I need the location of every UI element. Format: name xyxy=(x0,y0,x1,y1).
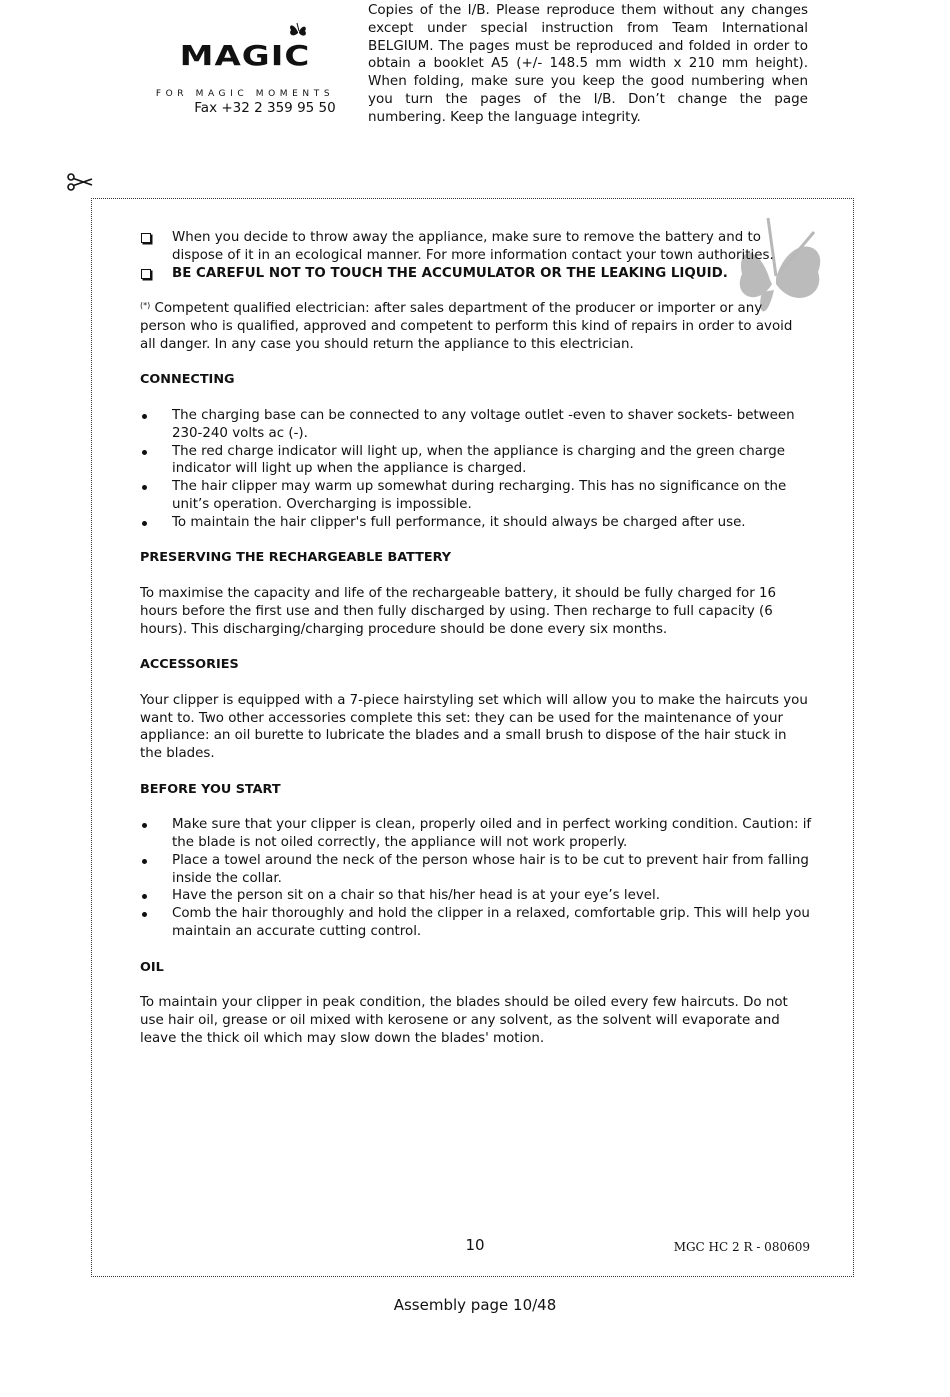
battery-paragraph: To maximise the capacity and life of the rechargeable battery, it should be fully charged for 16 hours before the first use and then fully discharged by using. Then recharge to full capacity (6 hours). This discharging/charging procedure should be done every six months. xyxy=(140,585,777,637)
list-item: Have the person sit on a chair so that his/her head is at your eye’s level. xyxy=(140,887,812,905)
warning-item xyxy=(140,265,812,283)
section-heading-accessories: ACCESSORIES xyxy=(140,657,239,673)
list-item: The red charge indicator will light up, when the appliance is charging and the green charge indicator will light up when the appliance is charged. xyxy=(140,443,812,479)
magic-logo xyxy=(140,18,350,99)
checkbox-bullet-icon xyxy=(141,269,151,279)
disposal-text: When you decide to throw away the appliance, make sure to remove the battery and to dispose of it in an ecological manner. For more information contact your town authorities. xyxy=(172,230,774,263)
page-number: 10 xyxy=(465,1236,485,1254)
fax-number: Fax +32 2 359 95 50 xyxy=(194,100,336,116)
list-item: Comb the hair thoroughly and hold the clipper in a relaxed, comfortable grip. This will help you maintain an accurate cutting control. xyxy=(140,905,812,941)
before-start-list xyxy=(140,816,812,941)
scissors-icon xyxy=(66,172,94,192)
list-item: To maintain the hair clipper's full performance, it should always be charged after use. xyxy=(140,514,812,532)
list-item: The hair clipper may warm up somewhat during recharging. This has no significance on the unit’s operation. Overcharging is impossible. xyxy=(140,478,812,514)
list-item: The charging base can be connected to any voltage outlet -even to shaver sockets- between 230-240 volts ac (-). xyxy=(140,407,812,443)
footnote-text: Competent qualified electrician: after sales department of the producer or importer or any person who is qualified, approved and competent to perform this kind of repairs in order to avoid all danger. In any case you should return the appliance to this electrician. xyxy=(140,301,793,352)
accessories-paragraph: Your clipper is equipped with a 7-piece hairstyling set which will allow you to make the haircuts you want to. Two other accessories complete this set: they can be used for the maintenance of your appliance: an oil burette to lubricate the blades and a small brush to dispose of the hair stuck in the blades. xyxy=(140,692,808,762)
manual-content xyxy=(140,229,812,1065)
section-heading-battery: PRESERVING THE RECHARGEABLE BATTERY xyxy=(140,550,452,566)
section-heading-oil: OIL xyxy=(140,959,164,975)
disposal-item xyxy=(140,229,812,265)
assembly-page-label: Assembly page 10/48 xyxy=(393,1296,557,1314)
list-item: Place a towel around the neck of the person whose hair is to be cut to prevent hair from falling inside the collar. xyxy=(140,852,812,888)
list-item: Make sure that your clipper is clean, properly oiled and in perfect working condition. Caution: if the blade is not oiled correctly, the appliance will not work properly. xyxy=(140,816,812,852)
section-heading-connecting: CONNECTING xyxy=(140,372,235,388)
connecting-list xyxy=(140,407,812,532)
warning-text: BE CAREFUL NOT TO TOUCH THE ACCUMULATOR OR THE LEAKING LIQUID. xyxy=(172,265,728,281)
oil-paragraph: To maintain your clipper in peak condition, the blades should be oiled every few haircuts. Do not use hair oil, grease or oil mixed with kerosene or any solvent, as the solvent will evaporate and leave the thick oil which may slow down the blades' motion. xyxy=(140,995,788,1046)
footnote-marker: (*) xyxy=(140,301,151,311)
document-code: MGC HC 2 R - 080609 xyxy=(673,1240,810,1254)
logo-tagline: FOR MAGIC MOMENTS xyxy=(155,89,335,99)
reproduction-note: Copies of the I/B. Please reproduce them without any changes except under special instruction from Team International BELGIUM. The pages must be reproduced and folded in order to obtain a booklet A5 (+/- 148.5 mm width x 210 mm height). When folding, make sure you keep the good numbering when you turn the pages of the I/B. Don’t change the page numbering. Keep the language integrity. xyxy=(368,2,808,125)
checkbox-bullet-icon xyxy=(141,233,151,243)
electrician-footnote xyxy=(140,300,812,353)
logo-wordmark: MAGIC xyxy=(179,40,311,72)
butterfly-icon xyxy=(287,20,309,42)
section-heading-before-start: BEFORE YOU START xyxy=(140,781,281,797)
